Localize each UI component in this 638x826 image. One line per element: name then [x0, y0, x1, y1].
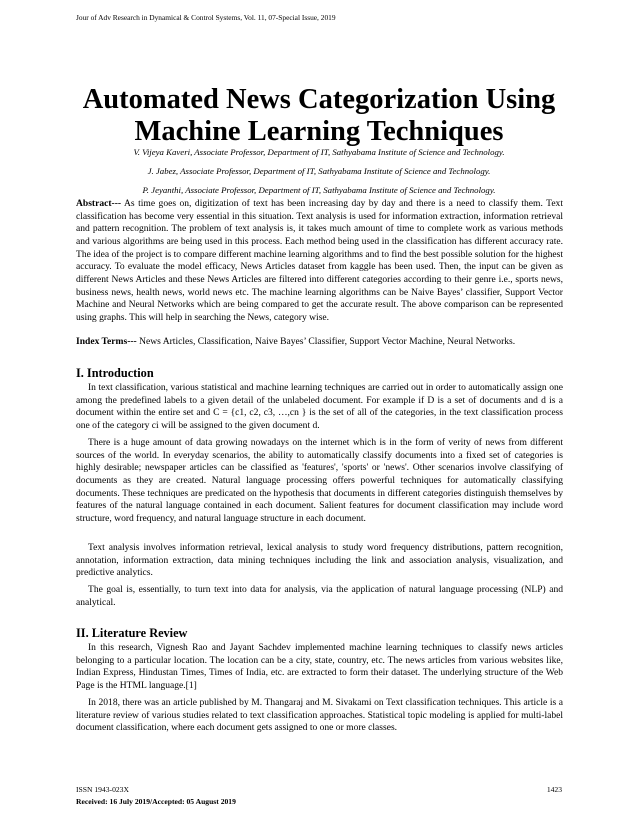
section-heading-literature-review: II. Literature Review: [76, 626, 188, 640]
abstract-text: As time goes on, digitization of text has been increasing day by day and there is a need to classify them. Text classification has become very essential in this situation. Text analysis is used for information extraction, information retrieval and pattern recognition. The problem of text analysis is, it takes much amount of time to complete work as various methods and various algorithms are being used in this process. Each method being used in the classification has different accuracy rate. The idea of the project is to compare different machine learning algorithms and to find the best possible solution for the highest accuracy. To evaluate the model efficacy, News Articles dataset from kaggle has been used. Then, the input can be given as different News Articles and these News Articles are filtered into different categories according to their genre i.e., sports news, business news, health news, world news etc. The machine learning algorithms can be Naive Bayes’ classifier, Support Vector Machine and Neural Networks which are being compared to get the accurate result. The above comparison can be represented using graphs. This will help in searching the News, category wise.: [76, 198, 563, 323]
intro-paragraph: The goal is, essentially, to turn text into data for analysis, via the application of natural language processing (NLP) and analytical.: [76, 584, 563, 608]
paper-title: [50, 84, 588, 148]
index-terms-label: Index Terms---: [76, 336, 137, 347]
title-line-1: Automated News Categorization Using: [82, 84, 556, 115]
footer-issn: ISSN 1943-023X: [76, 785, 129, 794]
literature-paragraph: In this research, Vignesh Rao and Jayant Sachdev implemented machine learning techniques to classify news articles belonging to a particular location. The location can be a city, state, country, etc. The news articles from various websites like, Indian Express, Hindustan Times, Times of India, etc. are extracted to form their dataset. The underlying structure of the Web Page is the HTML language.[1]: [76, 642, 563, 691]
intro-paragraph: There is a huge amount of data growing nowadays on the internet which is in the form of verity of news from different sources of the world. In everyday scenarios, the ability to automatically classify documents into a fixed set of categories is highly desirable; newspaper articles can be classified as 'features', 'sports' or 'news'. Other scenarios involve classifying of documents as they are created. Natural language processing offers powerful techniques for automatically classifying documents. These techniques are predicated on the hypothesis that documents in different categories distinguish themselves by features of the natural language contained in each document. Salient features for document classification may include word structure, word frequency, and natural language structure in each document.: [76, 437, 563, 524]
title-line-2: Machine Learning Techniques: [134, 116, 504, 147]
section-heading-introduction: I. Introduction: [76, 366, 154, 380]
running-header: Jour of Adv Research in Dynamical & Control Systems, Vol. 11, 07-Special Issue, 2019: [76, 13, 336, 22]
index-terms-text: News Articles, Classification, Naive Bayes’ Classifier, Support Vector Machine, Neural Networks.: [136, 336, 516, 347]
page-number: 1423: [546, 785, 562, 794]
intro-paragraph: In text classification, various statistical and machine learning techniques are carried out in order to automatically assign one among the predefined labels to a given detail of the unlabeled document. For example if D is a set of documents and d is a document within the entire set and C = {c1, c2, c3, …,cn } is the set of all of the categories, in the text classification process one of the category ci will be assigned to the given document d.: [76, 382, 563, 431]
intro-paragraph: Text analysis involves information retrieval, lexical analysis to study word frequency distributions, pattern recognition, annotation, information extraction, data mining techniques including the link and association analysis, visualization, and predictive analytics.: [76, 542, 563, 579]
index-terms: [76, 336, 563, 349]
literature-paragraph: In 2018, there was an article published by M. Thangaraj and M. Sivakami on Text classification techniques. This article is a literature review of various studies related to text classification approaches. Statistical topic modeling is applied for multi-label document classification, where each document gets assigned to one or more classes.: [76, 697, 563, 734]
author-list: [60, 146, 578, 203]
abstract: [76, 198, 563, 325]
footer-dates: Received: 16 July 2019/Accepted: 05 August 2019: [76, 797, 236, 806]
author-line: V. Vijeya Kaveri, Associate Professor, Department of IT, Sathyabama Institute of Science and Technology.: [133, 147, 505, 157]
author-line: J. Jabez, Associate Professor, Department of IT, Sathyabama Institute of Science and Technology.: [147, 166, 491, 176]
abstract-label: Abstract---: [76, 198, 122, 209]
author-line: P. Jeyanthi, Associate Professor, Department of IT, Sathyabama Institute of Science and Technology.: [142, 185, 496, 195]
